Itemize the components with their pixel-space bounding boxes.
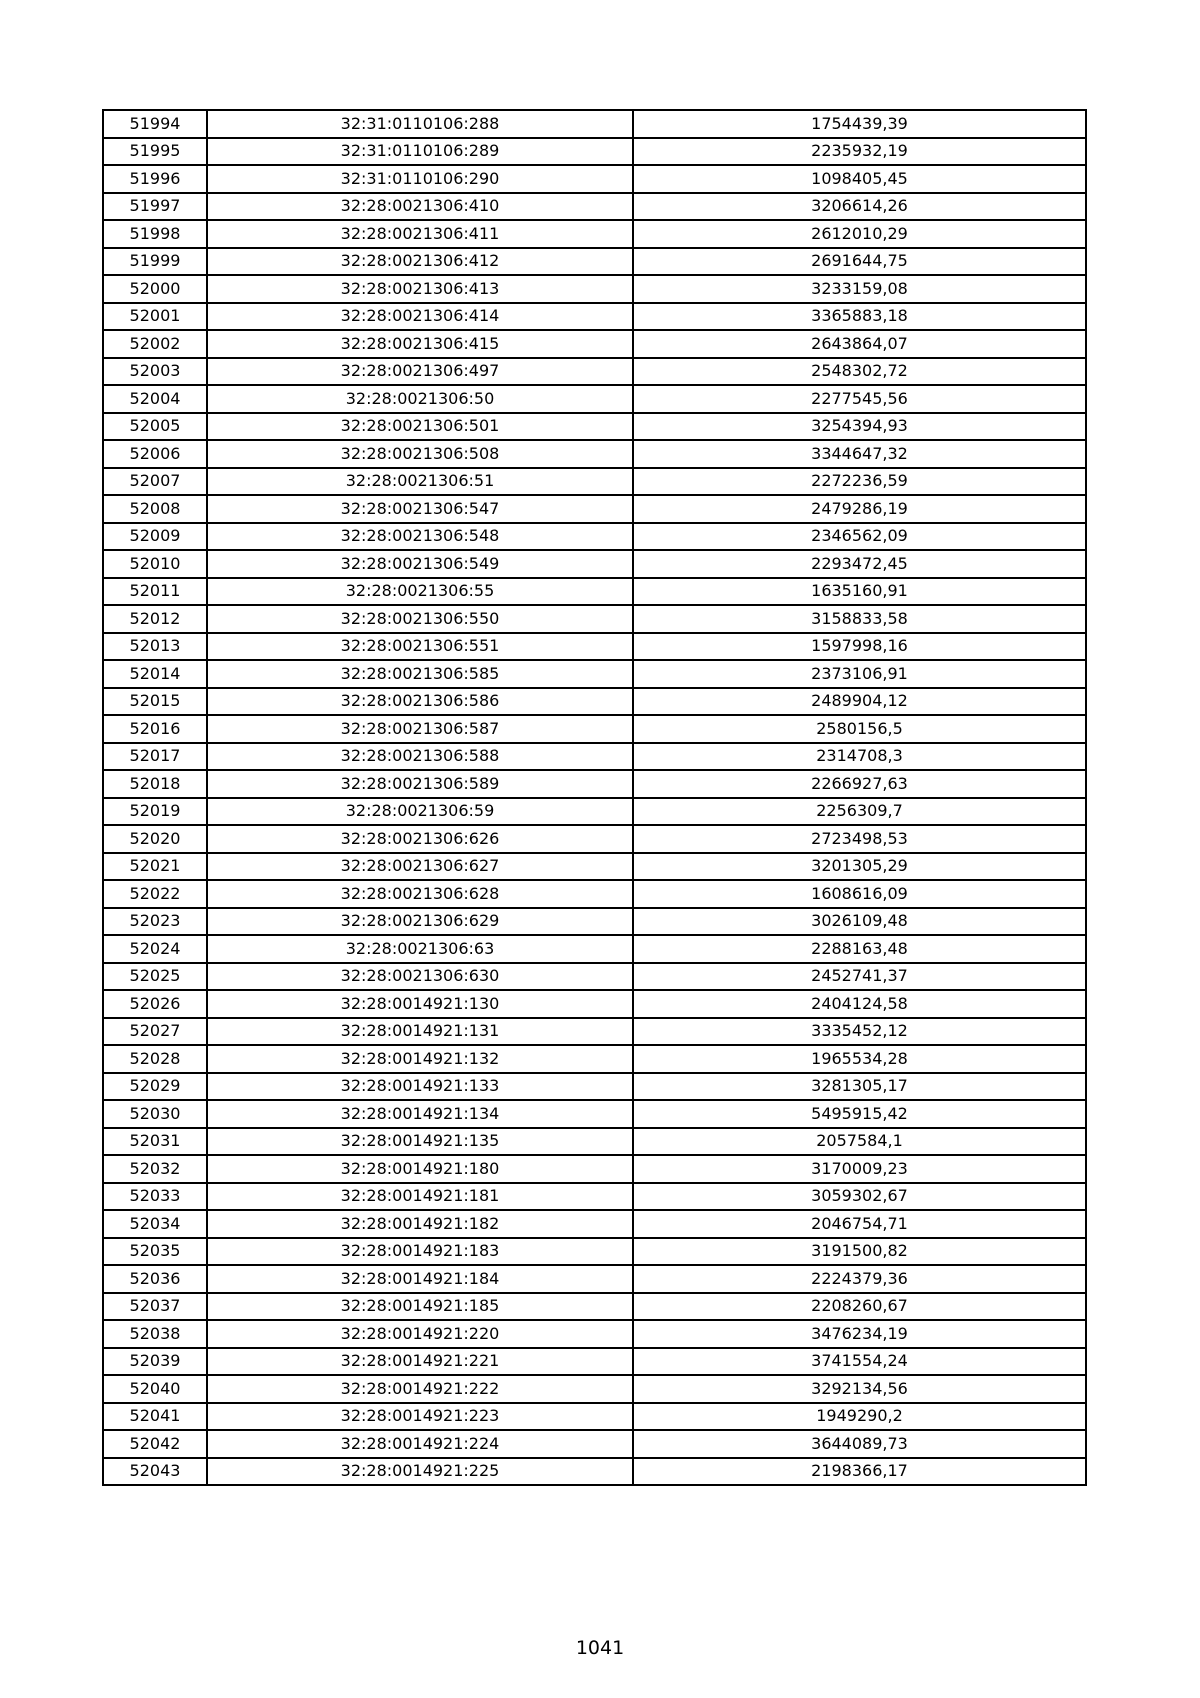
table-row (103, 1155, 1086, 1183)
row-number-cell: 52026 (103, 990, 207, 1018)
table-row (103, 1128, 1086, 1156)
cadastral-value-cell: 2479286,19 (633, 495, 1086, 523)
cadastral-value-cell: 2404124,58 (633, 990, 1086, 1018)
cadastral-number-cell: 32:28:0021306:585 (207, 660, 633, 688)
table-row (103, 468, 1086, 496)
cadastral-value-cell: 1635160,91 (633, 578, 1086, 606)
cadastral-value-cell: 1754439,39 (633, 110, 1086, 138)
cadastral-number-cell: 32:28:0021306:630 (207, 963, 633, 991)
cadastral-number-cell: 32:31:0110106:290 (207, 165, 633, 193)
cadastral-number-cell: 32:28:0021306:63 (207, 935, 633, 963)
cadastral-number-cell: 32:28:0014921:222 (207, 1375, 633, 1403)
table-row (103, 523, 1086, 551)
row-number-cell: 52043 (103, 1458, 207, 1486)
cadastral-number-cell: 32:28:0021306:587 (207, 715, 633, 743)
table-row (103, 1073, 1086, 1101)
row-number-cell: 52032 (103, 1155, 207, 1183)
table-row (103, 715, 1086, 743)
row-number-cell: 52027 (103, 1018, 207, 1046)
cadastral-number-cell: 32:28:0021306:551 (207, 633, 633, 661)
table-row (103, 550, 1086, 578)
cadastral-value-cell: 2346562,09 (633, 523, 1086, 551)
row-number-cell: 52017 (103, 743, 207, 771)
row-number-cell: 51994 (103, 110, 207, 138)
cadastral-number-cell: 32:28:0014921:181 (207, 1183, 633, 1211)
table-row (103, 605, 1086, 633)
row-number-cell: 52038 (103, 1320, 207, 1348)
cadastral-value-cell: 2272236,59 (633, 468, 1086, 496)
cadastral-number-cell: 32:28:0021306:415 (207, 330, 633, 358)
cadastral-value-cell: 2548302,72 (633, 358, 1086, 386)
row-number-cell: 52025 (103, 963, 207, 991)
cadastral-number-cell: 32:28:0021306:549 (207, 550, 633, 578)
row-number-cell: 52014 (103, 660, 207, 688)
cadastral-value-cell: 2208260,67 (633, 1293, 1086, 1321)
cadastre-value-table (102, 109, 1087, 1486)
row-number-cell: 52034 (103, 1210, 207, 1238)
cadastral-number-cell: 32:28:0014921:131 (207, 1018, 633, 1046)
cadastral-number-cell: 32:28:0021306:550 (207, 605, 633, 633)
cadastral-value-cell: 5495915,42 (633, 1100, 1086, 1128)
cadastral-number-cell: 32:28:0021306:50 (207, 385, 633, 413)
cadastral-number-cell: 32:28:0021306:508 (207, 440, 633, 468)
cadastral-value-cell: 3233159,08 (633, 275, 1086, 303)
cadastral-value-cell: 3191500,82 (633, 1238, 1086, 1266)
cadastral-value-cell: 1965534,28 (633, 1045, 1086, 1073)
table-row (103, 770, 1086, 798)
row-number-cell: 52002 (103, 330, 207, 358)
table-row (103, 495, 1086, 523)
cadastral-value-cell: 3344647,32 (633, 440, 1086, 468)
cadastral-number-cell: 32:28:0014921:135 (207, 1128, 633, 1156)
row-number-cell: 52021 (103, 853, 207, 881)
cadastral-value-cell: 3335452,12 (633, 1018, 1086, 1046)
row-number-cell: 52028 (103, 1045, 207, 1073)
cadastral-value-cell: 2293472,45 (633, 550, 1086, 578)
cadastral-value-cell: 3201305,29 (633, 853, 1086, 881)
cadastral-number-cell: 32:28:0014921:182 (207, 1210, 633, 1238)
table-row (103, 413, 1086, 441)
row-number-cell: 52000 (103, 275, 207, 303)
table-row (103, 1375, 1086, 1403)
table-row (103, 358, 1086, 386)
cadastral-value-cell: 2057584,1 (633, 1128, 1086, 1156)
row-number-cell: 52020 (103, 825, 207, 853)
row-number-cell: 52019 (103, 798, 207, 826)
cadastral-value-cell: 3292134,56 (633, 1375, 1086, 1403)
cadastral-number-cell: 32:28:0021306:628 (207, 880, 633, 908)
table-row (103, 660, 1086, 688)
cadastral-number-cell: 32:28:0014921:183 (207, 1238, 633, 1266)
row-number-cell: 52023 (103, 908, 207, 936)
table-row (103, 1100, 1086, 1128)
table-row (103, 880, 1086, 908)
table-row (103, 935, 1086, 963)
cadastral-number-cell: 32:31:0110106:288 (207, 110, 633, 138)
cadastral-value-cell: 2046754,71 (633, 1210, 1086, 1238)
table-row (103, 440, 1086, 468)
cadastral-number-cell: 32:28:0014921:130 (207, 990, 633, 1018)
table-row (103, 193, 1086, 221)
row-number-cell: 51995 (103, 138, 207, 166)
cadastral-number-cell: 32:28:0021306:51 (207, 468, 633, 496)
table-row (103, 1018, 1086, 1046)
cadastral-value-cell: 2266927,63 (633, 770, 1086, 798)
cadastral-value-cell: 2224379,36 (633, 1265, 1086, 1293)
cadastral-value-cell: 1098405,45 (633, 165, 1086, 193)
table-row (103, 1293, 1086, 1321)
cadastral-number-cell: 32:28:0014921:180 (207, 1155, 633, 1183)
row-number-cell: 52001 (103, 303, 207, 331)
cadastral-number-cell: 32:28:0021306:547 (207, 495, 633, 523)
cadastral-value-cell: 2489904,12 (633, 688, 1086, 716)
row-number-cell: 52029 (103, 1073, 207, 1101)
cadastral-number-cell: 32:28:0021306:497 (207, 358, 633, 386)
cadastral-number-cell: 32:28:0014921:223 (207, 1403, 633, 1431)
cadastral-number-cell: 32:28:0021306:586 (207, 688, 633, 716)
row-number-cell: 52007 (103, 468, 207, 496)
cadastral-number-cell: 32:31:0110106:289 (207, 138, 633, 166)
table-row (103, 1348, 1086, 1376)
table-row (103, 688, 1086, 716)
table-row (103, 303, 1086, 331)
table-row (103, 1238, 1086, 1266)
cadastral-value-cell: 2612010,29 (633, 220, 1086, 248)
cadastral-value-cell: 2580156,5 (633, 715, 1086, 743)
table-row (103, 853, 1086, 881)
table-row (103, 385, 1086, 413)
cadastral-value-cell: 2288163,48 (633, 935, 1086, 963)
table-row (103, 990, 1086, 1018)
cadastral-value-cell: 3170009,23 (633, 1155, 1086, 1183)
row-number-cell: 51997 (103, 193, 207, 221)
table-row (103, 825, 1086, 853)
cadastral-value-cell: 1608616,09 (633, 880, 1086, 908)
row-number-cell: 52004 (103, 385, 207, 413)
row-number-cell: 51999 (103, 248, 207, 276)
row-number-cell: 52009 (103, 523, 207, 551)
cadastral-value-cell: 2256309,7 (633, 798, 1086, 826)
cadastral-value-cell: 3254394,93 (633, 413, 1086, 441)
cadastral-value-cell: 3206614,26 (633, 193, 1086, 221)
cadastral-number-cell: 32:28:0021306:412 (207, 248, 633, 276)
table-body (103, 110, 1086, 1485)
table-row (103, 275, 1086, 303)
table-row (103, 578, 1086, 606)
row-number-cell: 52042 (103, 1430, 207, 1458)
row-number-cell: 51998 (103, 220, 207, 248)
cadastral-value-cell: 3741554,24 (633, 1348, 1086, 1376)
row-number-cell: 52016 (103, 715, 207, 743)
row-number-cell: 52040 (103, 1375, 207, 1403)
table-row (103, 1183, 1086, 1211)
row-number-cell: 52031 (103, 1128, 207, 1156)
cadastral-number-cell: 32:28:0021306:411 (207, 220, 633, 248)
row-number-cell: 52003 (103, 358, 207, 386)
cadastral-number-cell: 32:28:0014921:185 (207, 1293, 633, 1321)
table-row (103, 1045, 1086, 1073)
table-row (103, 1210, 1086, 1238)
cadastral-value-cell: 3026109,48 (633, 908, 1086, 936)
table-row (103, 798, 1086, 826)
cadastral-value-cell: 2235932,19 (633, 138, 1086, 166)
cadastral-value-cell: 2643864,07 (633, 330, 1086, 358)
cadastral-number-cell: 32:28:0021306:413 (207, 275, 633, 303)
cadastral-number-cell: 32:28:0021306:589 (207, 770, 633, 798)
cadastral-number-cell: 32:28:0021306:410 (207, 193, 633, 221)
cadastral-value-cell: 3365883,18 (633, 303, 1086, 331)
table-row (103, 963, 1086, 991)
table-row (103, 1403, 1086, 1431)
cadastral-number-cell: 32:28:0021306:414 (207, 303, 633, 331)
row-number-cell: 52011 (103, 578, 207, 606)
row-number-cell: 52010 (103, 550, 207, 578)
row-number-cell: 52041 (103, 1403, 207, 1431)
cadastral-number-cell: 32:28:0021306:548 (207, 523, 633, 551)
row-number-cell: 52035 (103, 1238, 207, 1266)
row-number-cell: 52012 (103, 605, 207, 633)
row-number-cell: 52013 (103, 633, 207, 661)
table-row (103, 248, 1086, 276)
cadastral-value-cell: 2277545,56 (633, 385, 1086, 413)
cadastral-value-cell: 3476234,19 (633, 1320, 1086, 1348)
row-number-cell: 52033 (103, 1183, 207, 1211)
table-row (103, 165, 1086, 193)
cadastral-value-cell: 2723498,53 (633, 825, 1086, 853)
table-row (103, 110, 1086, 138)
row-number-cell: 52015 (103, 688, 207, 716)
row-number-cell: 52006 (103, 440, 207, 468)
cadastral-number-cell: 32:28:0021306:588 (207, 743, 633, 771)
cadastral-value-cell: 3281305,17 (633, 1073, 1086, 1101)
table-row (103, 138, 1086, 166)
cadastral-value-cell: 3059302,67 (633, 1183, 1086, 1211)
cadastral-number-cell: 32:28:0014921:220 (207, 1320, 633, 1348)
row-number-cell: 52024 (103, 935, 207, 963)
cadastral-value-cell: 2691644,75 (633, 248, 1086, 276)
row-number-cell: 52018 (103, 770, 207, 798)
table-row (103, 220, 1086, 248)
table-row (103, 1458, 1086, 1486)
table-row (103, 1265, 1086, 1293)
cadastral-value-cell: 2373106,91 (633, 660, 1086, 688)
cadastral-number-cell: 32:28:0014921:132 (207, 1045, 633, 1073)
cadastral-number-cell: 32:28:0021306:627 (207, 853, 633, 881)
row-number-cell: 52005 (103, 413, 207, 441)
row-number-cell: 52022 (103, 880, 207, 908)
cadastral-number-cell: 32:28:0021306:501 (207, 413, 633, 441)
cadastral-number-cell: 32:28:0021306:55 (207, 578, 633, 606)
row-number-cell: 52037 (103, 1293, 207, 1321)
cadastral-value-cell: 1597998,16 (633, 633, 1086, 661)
cadastral-number-cell: 32:28:0014921:225 (207, 1458, 633, 1486)
table-row (103, 330, 1086, 358)
cadastral-number-cell: 32:28:0014921:134 (207, 1100, 633, 1128)
row-number-cell: 52030 (103, 1100, 207, 1128)
cadastral-number-cell: 32:28:0014921:224 (207, 1430, 633, 1458)
table-row (103, 1430, 1086, 1458)
cadastral-number-cell: 32:28:0014921:133 (207, 1073, 633, 1101)
cadastral-value-cell: 2314708,3 (633, 743, 1086, 771)
cadastral-value-cell: 3158833,58 (633, 605, 1086, 633)
row-number-cell: 51996 (103, 165, 207, 193)
cadastral-number-cell: 32:28:0021306:629 (207, 908, 633, 936)
table-row (103, 743, 1086, 771)
page-number: 1041 (575, 1637, 625, 1659)
table-row (103, 908, 1086, 936)
table-row (103, 633, 1086, 661)
cadastral-number-cell: 32:28:0014921:184 (207, 1265, 633, 1293)
cadastral-value-cell: 3644089,73 (633, 1430, 1086, 1458)
cadastral-value-cell: 2452741,37 (633, 963, 1086, 991)
cadastral-value-cell: 2198366,17 (633, 1458, 1086, 1486)
cadastral-number-cell: 32:28:0021306:59 (207, 798, 633, 826)
cadastral-value-cell: 1949290,2 (633, 1403, 1086, 1431)
row-number-cell: 52039 (103, 1348, 207, 1376)
cadastral-number-cell: 32:28:0014921:221 (207, 1348, 633, 1376)
row-number-cell: 52008 (103, 495, 207, 523)
cadastral-number-cell: 32:28:0021306:626 (207, 825, 633, 853)
row-number-cell: 52036 (103, 1265, 207, 1293)
table-row (103, 1320, 1086, 1348)
